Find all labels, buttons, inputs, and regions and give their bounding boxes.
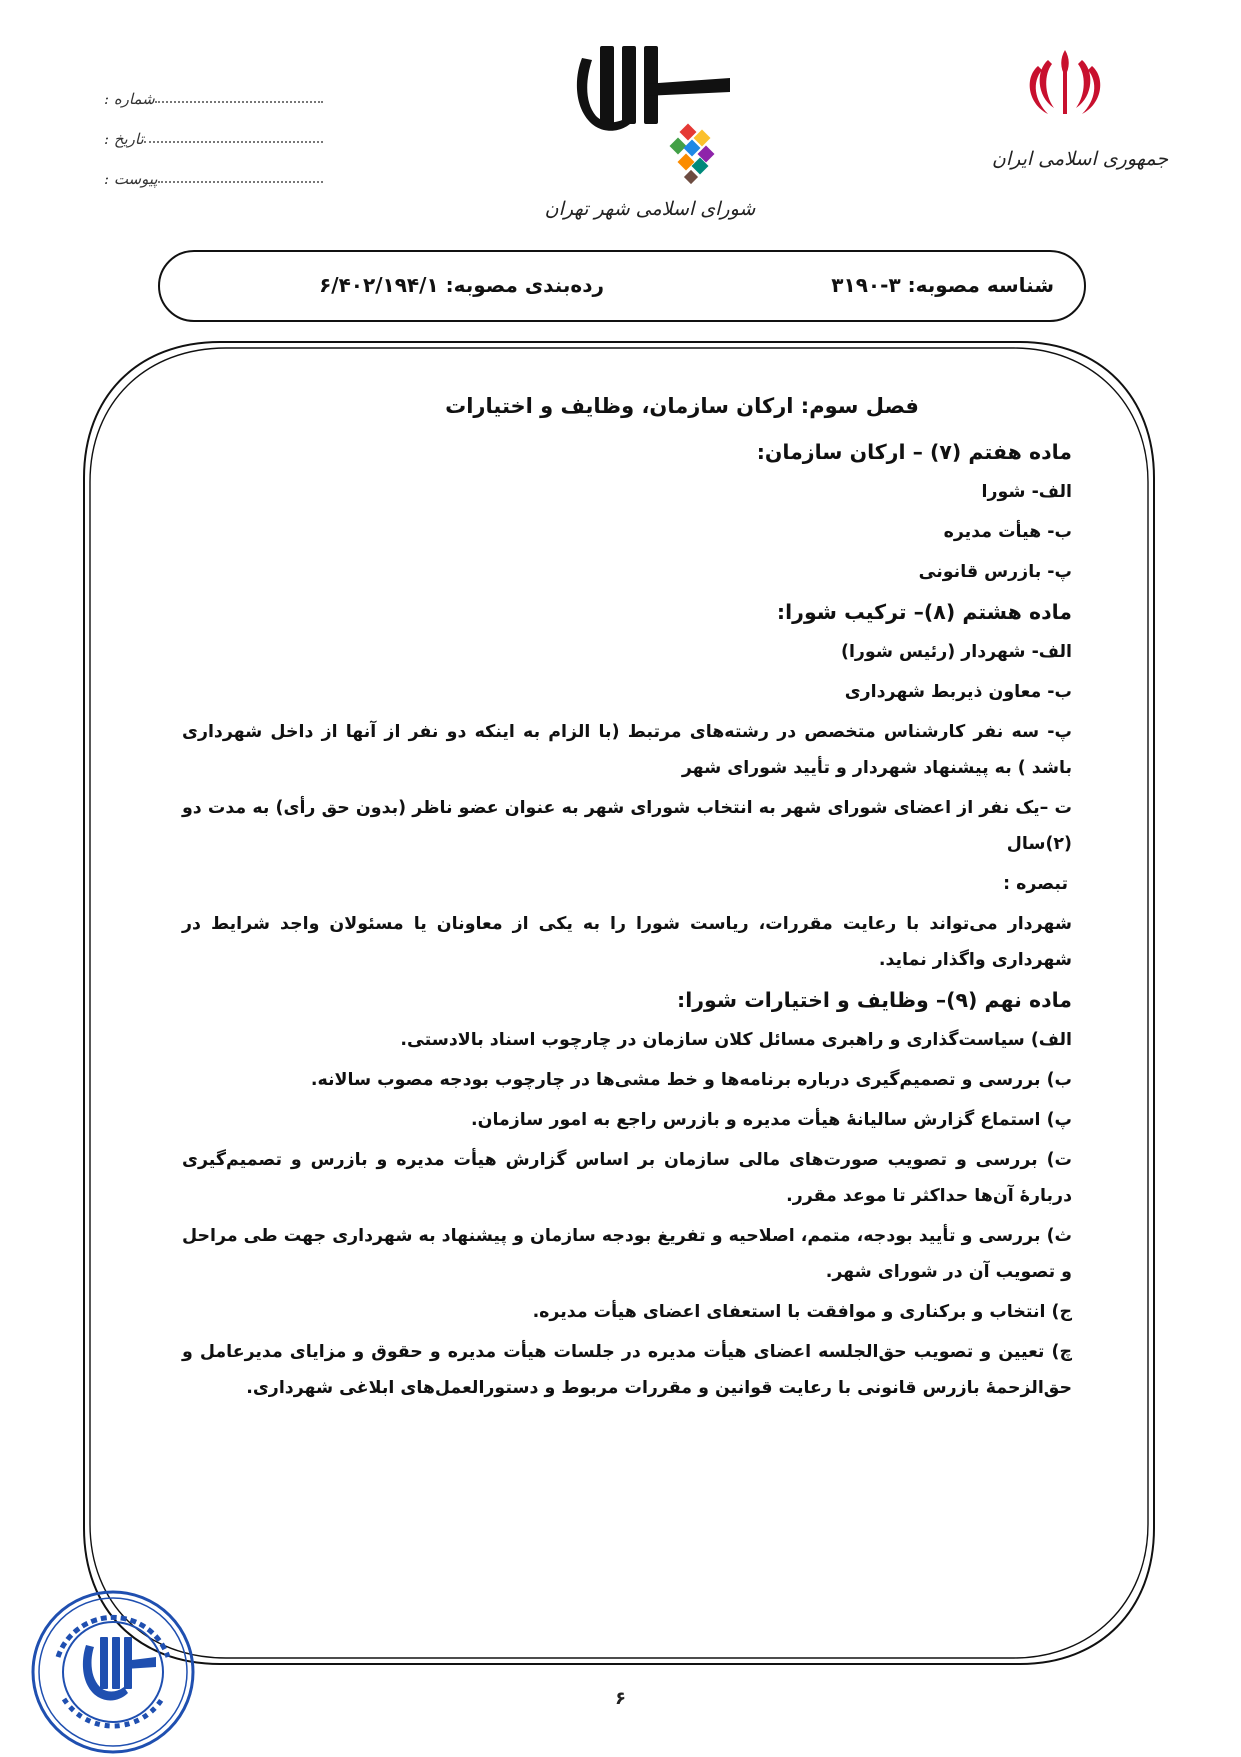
article-7-item: پ- بازرس قانونی xyxy=(918,562,1072,582)
article-7-item: الف- شورا xyxy=(981,482,1072,502)
emblem-caption: جمهوری اسلامی ایران xyxy=(991,148,1169,170)
chapter-title: فصل سوم: ارکان سازمان، وظایف و اختیارات xyxy=(445,394,919,418)
tehran-council-logo-icon xyxy=(560,38,740,188)
meta-date-field xyxy=(98,108,323,148)
article-9-item: ت) بررسی و تصویب صورت‌های مالی سازمان بر اساس گزارش هیأت مدیره و بازرس و تصمیم‌گیری دربارهٔ آن‌ها حداکثر تا موعد مقرر. xyxy=(182,1150,1072,1206)
article-7-title: ماده هفتم (۷) – ارکان سازمان: xyxy=(756,440,1072,464)
article-8-item: الف- شهردار (رئیس شورا) xyxy=(841,642,1072,662)
meta-number-field xyxy=(98,68,323,108)
resolution-id-box xyxy=(158,250,1086,322)
article-8-note-text: شهردار می‌تواند با رعایت مقررات، ریاست شورا را به یکی از معاونان یا مسئولان واجد شرایط در شهرداری واگذار نماید. xyxy=(182,914,1072,970)
meta-attachment-field xyxy=(98,148,323,188)
article-8-title: ماده هشتم (۸)– ترکیب شورا: xyxy=(776,600,1072,624)
meta-attachment-dots xyxy=(158,180,323,183)
article-8-item: ت –یک نفر از اعضای شورای شهر به انتخاب شورای شهر به عنوان عضو ناظر (بدون حق رأی) به مدت دو (۲)سال xyxy=(182,798,1072,854)
page-number: ۶ xyxy=(615,1688,626,1709)
resolution-classification: رده‌بندی مصوبه: ۶/۴۰۲/۱۹۴/۱ xyxy=(319,273,604,297)
council-seal-stamp xyxy=(28,1587,198,1757)
iran-emblem-icon xyxy=(1010,48,1120,118)
meta-number-label: شماره : xyxy=(104,90,155,108)
meta-number-dots xyxy=(155,100,323,103)
council-caption: شورای اسلامی شهر تهران xyxy=(544,198,756,220)
article-9-item: ج) انتخاب و برکناری و موافقت با استعفای اعضای هیأت مدیره. xyxy=(532,1302,1072,1322)
meta-date-dots xyxy=(144,140,323,143)
article-9-item: چ) تعیین و تصویب حق‌الجلسه اعضای هیأت مدیره در جلسات هیأت مدیره و حقوق و مزایای مدیرعامل و حق‌الزحمهٔ بازرس قانونی با رعایت قوانین و مقررات مربوط و دستورالعمل‌های ابلاغی شهرداری. xyxy=(182,1342,1072,1398)
article-8-note-label: تبصره : xyxy=(1003,874,1068,894)
resolution-content xyxy=(182,388,1072,1410)
article-9-item: ث) بررسی و تأیید بودجه، متمم، اصلاحیه و تفریغ بودجه سازمان و پیشنهاد به شهرداری جهت طی مراحل و تصویب آن در شورای شهر. xyxy=(182,1226,1072,1282)
article-8-item: پ- سه نفر کارشناس متخصص در رشته‌های مرتبط (با الزام به اینکه دو نفر از آنها از داخل شهرداری باشد ) به پیشنهاد شهردار و تأیید شورای شهر xyxy=(182,722,1072,778)
meta-attachment-label: پیوست : xyxy=(104,170,158,188)
article-9-title: ماده نهم (۹)– وظایف و اختیارات شورا: xyxy=(677,988,1072,1012)
article-9-item: ب) بررسی و تصمیم‌گیری درباره برنامه‌ها و خط مشی‌ها در چارچوب بودجه مصوب سالانه. xyxy=(310,1070,1072,1090)
article-7-item: ب- هیأت مدیره xyxy=(943,522,1072,542)
resolution-id: شناسه مصوبه: ۳-۳۱۹۰ xyxy=(831,273,1054,297)
letter-meta-fields xyxy=(98,68,323,188)
article-8-item: ب- معاون ذیربط شهرداری xyxy=(844,682,1072,702)
meta-date-label: تاریخ : xyxy=(104,130,144,148)
article-9-item: الف) سیاست‌گذاری و راهبری مسائل کلان سازمان در چارچوب اسناد بالادستی. xyxy=(400,1030,1072,1050)
article-9-item: پ) استماع گزارش سالیانهٔ هیأت مدیره و بازرس راجع به امور سازمان. xyxy=(471,1110,1072,1130)
